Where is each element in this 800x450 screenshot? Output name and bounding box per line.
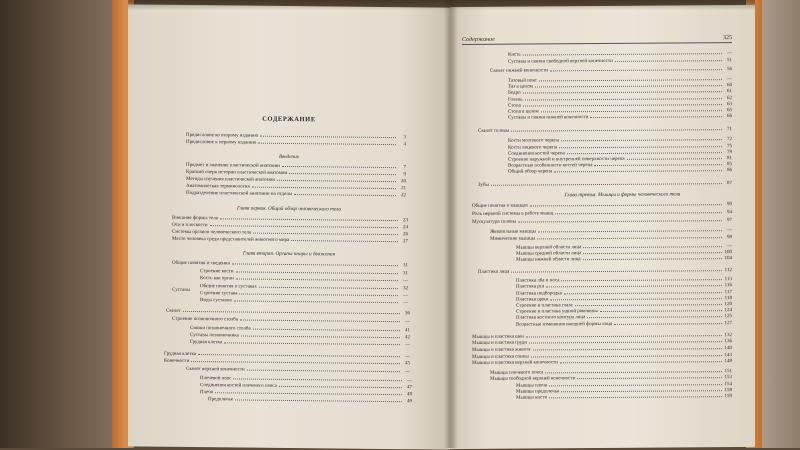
toc-entry (200, 298, 408, 307)
toc-entry-title: Предисловие к первому изданию (186, 139, 257, 146)
toc-entry-title: Общие понятия и сведения (172, 260, 230, 267)
leader-dots (627, 158, 722, 160)
toc-entry-page: 51 (727, 58, 732, 64)
leader-dots (239, 293, 398, 296)
toc-entry-page: 65 (727, 108, 732, 114)
leader-dots (555, 212, 722, 214)
leader-dots (260, 136, 396, 138)
leader-dots (191, 361, 400, 364)
toc-entry-page: 158 (724, 387, 732, 393)
toc-entry-title: Мышцы и пластика верхней конечности (472, 360, 558, 367)
toc-entry-page: 94 (727, 209, 732, 215)
leader-dots (539, 79, 722, 81)
toc-entry-title: Предплечье (208, 397, 234, 403)
toc-entry (508, 168, 732, 176)
toc-entry (472, 218, 732, 226)
toc-entry-page: 85 (727, 162, 732, 168)
toc-entry-title: Зубы (478, 182, 489, 188)
toc-entry-title: Кость как орган (200, 276, 234, 282)
toc-entry-title: Мышцы нижней области лица (516, 257, 581, 263)
toc-entry (472, 202, 732, 210)
toc-entry-title: Суставы позвоночника (190, 332, 239, 339)
toc-entry-title: Возрастные изменения внешней формы лица (516, 321, 613, 328)
left-page (128, 4, 450, 449)
toc-entry-page: 9 (403, 172, 406, 178)
leader-dots (277, 180, 396, 182)
leader-dots (282, 166, 396, 168)
toc-entry-title: Связки позвоночного столба (190, 325, 251, 332)
toc-entry (508, 58, 732, 66)
toc-entry-page: — (403, 300, 408, 306)
book-gutter (444, 0, 458, 448)
leader-dots (537, 237, 722, 239)
top-shadow (128, 0, 755, 10)
toc-entry-page: — (727, 243, 732, 249)
toc-entry-title: Плечевой пояс (200, 376, 232, 382)
toc-entry-page: — (727, 227, 732, 233)
chapter-1-heading: Глава первая. Общий обзор человеческого тела (237, 205, 341, 213)
toc-entry-page: 120 (724, 302, 732, 308)
toc-entry-title: Мышцы и пластика спины (472, 354, 529, 360)
toc-entry-page: 86 (727, 168, 732, 174)
leader-dots (590, 116, 722, 118)
leader-dots (523, 104, 722, 106)
toc-entry-page: 100 (724, 249, 732, 255)
toc-entry (186, 191, 406, 200)
toc-entry-title: Строение позвоночного столба (172, 316, 239, 323)
toc-entry-title: Мышцы и пластика груди (472, 340, 528, 347)
leader-dots (224, 342, 400, 345)
toc-entry-page: 127 (724, 320, 732, 326)
toc-entry-title: Скелет (166, 308, 181, 314)
toc-entry-page: 159 (724, 394, 732, 400)
toc-entry-page: 20 (401, 179, 406, 185)
leader-dots (198, 354, 400, 357)
leader-dots (530, 204, 722, 206)
toc-entry-page: 41 (405, 328, 410, 334)
toc-entry-page: 113 (724, 277, 732, 283)
leader-dots (577, 377, 722, 379)
toc-entry-page: 60 (727, 83, 732, 89)
leader-dots (511, 270, 722, 272)
toc-entry-title: Суставы и связки свободной верхней конечности (508, 58, 613, 65)
leader-dots (220, 218, 398, 221)
toc-entry-page: 22 (401, 193, 406, 199)
toc-entry-page: 45 (405, 361, 410, 367)
toc-entry-title: Скелет нижней конечности (490, 68, 548, 74)
toc-entry-title: Системы органов человеческого тела (172, 229, 252, 236)
toc-entry-page: 4 (403, 142, 406, 148)
toc-entry-title: Голень (508, 97, 523, 103)
leader-dots (561, 279, 722, 281)
toc-entry (508, 114, 732, 122)
toc-entry (472, 210, 732, 218)
leader-dots (252, 187, 396, 190)
toc-entry-page: 48 (407, 392, 412, 398)
leader-dots (247, 370, 400, 373)
toc-entry-title: Краткий очерк истории пластической анатомии (186, 169, 288, 176)
toc-entry-page: — (727, 51, 732, 57)
leader-dots (594, 164, 722, 166)
toc-entry-page: 26 (403, 232, 408, 238)
toc-entry-page: 63 (727, 101, 732, 107)
toc-entry-page: 97 (727, 217, 732, 223)
toc-entry-page: 98 (727, 234, 732, 240)
leader-dots (587, 317, 722, 319)
chapter-3-heading: Глава третья. Мышцы и формы человеческого тела (564, 191, 681, 198)
leader-dots (240, 319, 400, 322)
toc-entry-title: Соединения костей черепа (508, 151, 565, 157)
toc-entry (516, 256, 732, 264)
leader-dots (210, 225, 398, 228)
toc-entry-title: Жевательные мышцы (490, 229, 536, 235)
leader-dots (549, 384, 722, 386)
toc-entry-title: Грудная клетка (164, 351, 197, 358)
toc-entry-title: Кости мозгового черепа (508, 138, 559, 145)
running-head-title: Содержание (462, 36, 495, 43)
toc-entry-title: Возрастные особенности костей черепа (508, 163, 593, 169)
leader-dots (561, 390, 722, 392)
toc-entry-title: Конечности (164, 358, 190, 364)
toc-entry (478, 181, 732, 189)
toc-entry-page: 153 (724, 375, 732, 381)
toc-entry-page: 154 (724, 381, 732, 387)
toc-entry-page: — (403, 293, 408, 299)
toc-entry-page: 61 (727, 89, 732, 95)
toc-entry-page: — (407, 378, 412, 384)
toc-entry-title: Пластика лица (478, 269, 510, 276)
toc-entry-page: 27 (403, 239, 408, 245)
toc-entry-page: 90 (727, 201, 732, 207)
toc-entry-page: 116 (724, 283, 732, 289)
toc-entry-page: 47 (407, 385, 412, 391)
leader-dots (600, 310, 722, 312)
toc-entry-page: 148 (724, 359, 732, 365)
toc-entry-title: Строение кости (200, 269, 234, 275)
toc-entry-title: Мышцы плечевого пояса (490, 370, 544, 376)
toc-entry-page: 49 (407, 399, 412, 405)
leader-dots (614, 323, 722, 325)
leader-dots (235, 399, 402, 402)
leader-dots (531, 355, 722, 357)
toc-entry-title: Предисловие ко второму изданию (186, 132, 259, 139)
leader-dots (234, 300, 398, 303)
toc-entry-title: Общие понятия о мышцах (472, 203, 529, 209)
leader-dots (554, 171, 722, 173)
toc-entry (478, 127, 732, 135)
toc-entry-title: Место человека среди представителей животного мира (172, 236, 290, 244)
toc-entry-title: Пластика рта (516, 284, 545, 290)
leader-dots (511, 130, 722, 132)
leader-dots (523, 53, 722, 55)
toc-entry-title: Мышцы и пластика шеи (472, 334, 524, 340)
toc-entry-title: Соединения костей плечевого пояса (200, 383, 277, 389)
leader-dots (258, 143, 396, 145)
toc-entry-page: 112 (724, 268, 732, 274)
toc-entry (186, 367, 410, 376)
toc-entry (516, 321, 732, 329)
toc-entry-title: Методы изучения пластической анатомии (186, 176, 276, 183)
toc-entry-title: Бедро (508, 90, 521, 97)
toc-entry-title: Тазовый пояс (508, 78, 537, 84)
leader-dots (253, 233, 398, 236)
toc-entry (516, 394, 732, 402)
contents-title: СОДЕРЖАНИЕ (262, 115, 316, 124)
toc-entry-title: Кости лицевого черепа (508, 144, 557, 151)
toc-entry-page: 75 (727, 143, 732, 149)
toc-entry-page: 140 (724, 346, 732, 352)
toc-entry-title: Пластика костного контура лица (516, 315, 586, 321)
toc-entry-title: Мышцы свободной верхней конечности (490, 376, 576, 382)
toc-entry-page: 151 (724, 368, 732, 374)
toc-entry-title: Строение сустава (200, 291, 238, 297)
group-label: Суставы (172, 287, 191, 293)
running-head (462, 35, 732, 45)
toc-entry-title: Мышцы кисти (516, 395, 548, 401)
toc-entry-page: — (405, 354, 410, 360)
toc-entry-title: Скелет верхней конечности (186, 366, 245, 373)
leader-dots (567, 152, 722, 154)
toc-entry-page: 87 (727, 180, 732, 186)
leader-dots (523, 92, 722, 94)
leader-dots (236, 271, 399, 274)
toc-entry-page: 23 (403, 218, 408, 224)
leader-dots (550, 69, 722, 71)
toc-entry-title: Мускулатура головы (472, 219, 516, 225)
leader-dots (518, 220, 722, 222)
intro-heading: Введение (278, 153, 300, 161)
toc-entry-page: 31 (403, 263, 408, 269)
leader-dots (535, 85, 722, 87)
toc-entry-title: Мышцы плеча (516, 382, 547, 389)
toc-entry-page: 79 (727, 149, 732, 155)
toc-entry-page: 71 (727, 127, 732, 133)
toc-entry-page: 21 (401, 186, 406, 192)
toc-entry-title: Предмет и значение пластической анатомии (186, 162, 280, 169)
leader-dots (560, 361, 722, 363)
toc-entry-title: Строение и пластика ушной раковины (516, 309, 598, 315)
toc-entry-title: Общие понятия о суставах (200, 284, 257, 290)
toc-entry-page: 62 (727, 95, 732, 101)
toc-entry-title: Пластика щеки (516, 297, 549, 303)
background-left (0, 0, 130, 448)
toc-entry-title: Стопа в целом (508, 109, 539, 115)
toc-entry-title: Роль нервной системы в работе мышц (472, 210, 554, 217)
toc-entry-page: 56 (727, 67, 732, 73)
toc-entry-page: 42 (405, 335, 410, 341)
leader-dots (550, 298, 722, 300)
toc-entry-page: 32 (403, 286, 408, 292)
toc-entry-page: 36 (405, 311, 410, 317)
leader-dots (525, 98, 722, 100)
toc-entry-page: 3 (403, 135, 406, 141)
leader-dots (259, 287, 398, 289)
leader-dots (541, 110, 722, 112)
toc-entry-title: Плечо (200, 390, 214, 396)
toc-entry-title: Виды суставов (200, 298, 232, 304)
leader-dots (233, 378, 402, 381)
toc-entry-title: Скелет головы (478, 129, 510, 135)
toc-entry-title: Мимические мышцы (490, 236, 536, 242)
toc-entry-page: 117 (724, 289, 732, 295)
toc-entry-title: Строение и пластика глаза (516, 303, 573, 309)
page-number: 325 (723, 35, 732, 42)
toc-entry-page: 66 (727, 114, 732, 120)
toc-entry-page: — (403, 278, 408, 284)
leader-dots (538, 230, 722, 232)
leader-dots (526, 335, 722, 337)
toc-entry-page: 143 (724, 352, 732, 358)
leader-dots (533, 348, 722, 350)
toc-entry-title: Таз в целом (508, 84, 533, 90)
leader-dots (253, 329, 400, 332)
toc-entry (172, 237, 408, 246)
toc-entry (208, 397, 412, 406)
leader-dots (561, 140, 722, 142)
toc-entry-page: 132 (724, 332, 732, 338)
toc-entry-title: Общий обзор черепа (508, 169, 553, 176)
chapter-2-heading: Глава вторая. Органы опоры и движения (242, 250, 335, 258)
toc-entry-title: Стопа (508, 103, 521, 109)
toc-entry-page: — (405, 319, 410, 325)
toc-entry-page: 125 (724, 314, 732, 320)
toc-entry-page: 81 (727, 156, 732, 162)
leader-dots (236, 278, 398, 281)
toc-entry-title: Мышцы предплечья (516, 389, 560, 395)
leader-dots (546, 286, 722, 288)
toc-entry-page: — (405, 342, 410, 348)
leader-dots (529, 342, 722, 344)
toc-entry-title: Пластика подбородка (516, 290, 562, 297)
toc-entry-page: 118 (724, 295, 732, 301)
toc-entry (490, 235, 732, 243)
leader-dots (559, 146, 722, 148)
toc-entry-page: 72 (727, 137, 732, 143)
toc-entry-page: 7 (403, 165, 406, 171)
toc-entry (490, 67, 732, 75)
toc-entry-page: — (727, 77, 732, 83)
leader-dots (615, 60, 722, 62)
toc-entry-page: 104 (724, 256, 732, 262)
toc-entry (190, 340, 410, 349)
toc-entry-title: Мышцы и пластика живота (472, 347, 531, 353)
leader-dots (241, 335, 400, 338)
leader-dots (183, 311, 400, 314)
leader-dots (583, 252, 722, 254)
right-page (450, 5, 755, 449)
toc-entry-title: Анатомическая терминология (186, 183, 250, 190)
leader-dots (549, 396, 722, 398)
toc-entry-page: — (405, 369, 410, 375)
toc-entry-page: 31 (403, 271, 408, 277)
toc-entry (172, 317, 410, 326)
leader-dots (564, 292, 722, 294)
leader-dots (291, 240, 398, 242)
toc-entry-title: Кисть (508, 52, 521, 58)
toc-entry-title: Мышцы верхней области лица (516, 244, 582, 251)
leader-dots (545, 371, 722, 373)
toc-entry (478, 268, 732, 276)
leader-dots (215, 392, 402, 395)
leader-dots (289, 173, 396, 175)
toc-entry-title: Суставы и связки нижней конечности (508, 115, 589, 121)
leader-dots (294, 194, 396, 196)
toc-entry-title: Грудная клетка (190, 339, 223, 346)
toc-entry-page: 24 (403, 225, 408, 231)
toc-entry-title: Строение наружной и внутренней поверхности черепа (508, 156, 625, 163)
leader-dots (583, 246, 722, 248)
toc-entry-title: Пластика лба и носа (516, 278, 560, 284)
leader-dots (583, 258, 722, 260)
toc-entry-page: 124 (724, 308, 732, 314)
toc-entry-title: Мышцы средней области лица (516, 250, 582, 257)
leader-dots (575, 304, 722, 306)
toc-entry-title: Оси и плоскости (172, 222, 208, 229)
toc-entry-title: Внешние формы тела (172, 215, 218, 222)
toc-entry (472, 359, 732, 367)
leader-dots (491, 183, 722, 186)
leader-dots (232, 263, 398, 266)
toc-entry-title: Подразделение пластической анатомии на отделы (186, 190, 293, 198)
leader-dots (279, 386, 402, 388)
toc-entry (186, 140, 406, 149)
toc-entry-page: 136 (724, 339, 732, 345)
